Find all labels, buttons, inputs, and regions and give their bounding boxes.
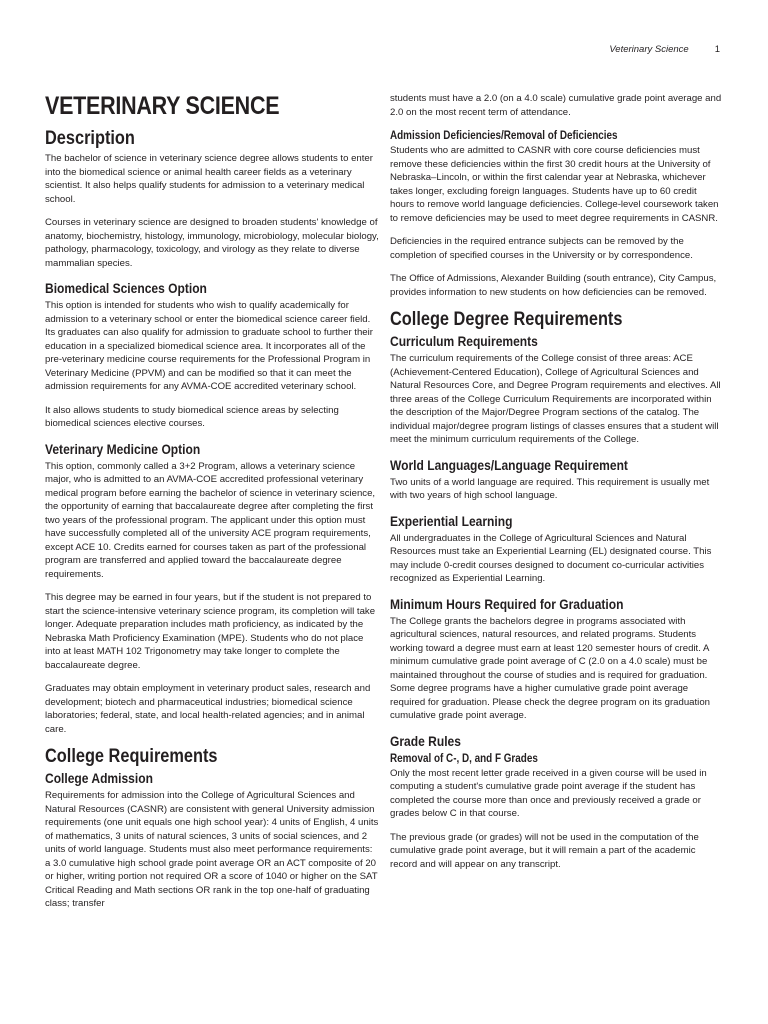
- admission-deficiencies-heading: Admission Deficiencies/Removal of Deficiencies: [390, 130, 618, 142]
- vetmed-option-heading: Veterinary Medicine Option: [45, 440, 201, 457]
- biomedical-paragraph: This option is intended for students who wish to qualify academically for admission to a veterinary school or enter the biomedical science career field. Its graduates can also qualify for admission to graduate school to further their education in a specialized biomedical science area. It incorporates all of the pre-veterinary medicine course requirements for the Professional Program in Veterinary Medicine (PPVM) and can be modified so that it can meet the admission requirements for any AVMA-COE accredited veterinary school.: [45, 300, 373, 392]
- removal-grades-paragraph: Only the most recent letter grade received in a given course will be used in computing a student's cumulative grade point average if the student has completed the course more than once and previously received a grade or grades below C in that course.: [390, 767, 707, 819]
- minimum-hours-heading: Minimum Hours Required for Graduation: [390, 595, 624, 612]
- deficiencies-paragraph: Deficiencies in the required entrance subjects can be removed by the completion of specified courses in the University or by correspondence.: [390, 236, 693, 261]
- biomedical-paragraph: It also allows students to study biomedical science areas by selecting biomedical sciences elective courses.: [45, 404, 339, 429]
- curriculum-requirements-heading: Curriculum Requirements: [390, 333, 538, 349]
- curriculum-paragraph: The curriculum requirements of the College consist of three areas: ACE (Achievement-Centered Education), College of Agricultural Sciences and Natural Resources Core, and Degree Program requirements and electives. All three areas of the College Curriculum Requirements are incorporated within the description of the Major/Degree Program sections of the catalog. The individual major/degree program listings of classes ensures that a student will meet the minimum curriculum requirements of the College.: [390, 353, 721, 445]
- description-paragraph: The bachelor of science in veterinary science degree allows students to enter into the biomedical science or animal health career fields as a veterinary scientist. It also helps qualify students for admission to a veterinary medical school.: [45, 153, 373, 205]
- continued-paragraph: students must have a 2.0 (on a 4.0 scale) cumulative grade point average and 2.0 on the most recent term of attendance.: [390, 93, 722, 118]
- removal-grades-heading: Removal of C-, D, and F Grades: [390, 752, 538, 765]
- college-admission-heading: College Admission: [45, 770, 153, 786]
- running-title: Veterinary Science: [609, 44, 689, 55]
- biomedical-option-heading: Biomedical Sciences Option: [45, 280, 207, 296]
- removal-grades-paragraph: The previous grade (or grades) will not be used in the computation of the cumulative grade point average, but it will remain a part of the academic record and will appear on any transcript.: [390, 831, 699, 870]
- college-requirements-heading: College Requirements: [45, 746, 218, 767]
- page-title: VETERINARY SCIENCE: [45, 92, 280, 120]
- running-header: [609, 44, 720, 55]
- world-languages-paragraph: Two units of a world language are required. This requirement is usually met with two years of high school language.: [390, 476, 710, 501]
- grade-rules-heading: Grade Rules: [390, 732, 461, 749]
- description-heading: Description: [45, 128, 135, 149]
- vetmed-paragraph: This degree may be earned in four years, but if the student is not prepared to start the science-intensive veterinary science program, its completion will take longer. Adequate preparation includes math proficiency, as indicated by the Nebraska Math Proficiency Examination (MPE). Students who do not place into at least MATH 102 Trigonometry may take longer to complete the baccalaureate degree.: [45, 592, 376, 671]
- description-paragraph: Courses in veterinary science are designed to broaden students' knowledge of anatomy, biochemistry, histology, immunology, microbiology, molecular biology, pathology, pharmacology, toxicology, and virology as they relate to diverse mammalian species.: [45, 217, 379, 269]
- college-admission-paragraph: Requirements for admission into the College of Agricultural Sciences and Natural Resources (CASNR) are consistent with general University admission requirements (one unit equals one high school year): 4 units of English, 4 units of mathematics, 3 units of natural sciences, 3 units of social sciences, and 2 units of world language. Students must also meet performance requirements: a 3.0 cumulative high school grade point average OR an ACT composite of 20 or higher, writing portion not required OR a score of 1040 or higher on the SAT Critical Reading and Math sections OR rank in the top one-half of graduating class; transfer: [45, 790, 379, 909]
- experiential-learning-paragraph: All undergraduates in the College of Agricultural Sciences and Natural Resources must take an Experiential Learning (EL) designated course. This may include 0-credit courses designed to document co-curricular activities recognized as Experiential Learning.: [390, 532, 712, 584]
- vetmed-paragraph: Graduates may obtain employment in veterinary product sales, research and development; biotech and pharmaceutical industries; biomedical science laboratories; federal, state, and local health-related agencies; and in animal care.: [45, 683, 371, 735]
- deficiencies-paragraph: Students who are admitted to CASNR with core course deficiencies must remove these deficiencies within the first 30 credit hours at the University of Nebraska–Lincoln, or within the first calendar year at Nebraska, whichever takes longer, excluding foreign languages. Students have up to 60 credit hours to remove world language deficiencies. College-level coursework taken to remove deficiencies may be used to meet degree requirements in CASNR.: [390, 145, 719, 224]
- minimum-hours-paragraph: The College grants the bachelors degree in programs associated with agricultural sciences, natural resources, and related programs. Students working toward a degree must earn at least 120 semester hours of credit. A minimum cumulative grade point average of C (2.0 on a 4.0 scale) must be maintained throughout the course of studies and is required for graduation. Some degree programs have a higher cumulative grade point average required for graduation. Please check the degree program on its graduation cumulative grade point average.: [390, 615, 710, 721]
- vetmed-paragraph: This option, commonly called a 3+2 Program, allows a veterinary science major, who is admitted to an AVMA-COE accredited professional veterinary medical program before earning the bachelor of science in veterinary science, the opportunity of earning that baccalaureate degree after completing the first two years of the professional program. The applicant under this option must have successfully completed all of the university ACE program requirements, except ACE 10. Credits earned for courses taken as part of the professional program are transferred and applied toward the baccalaureate degree requirements.: [45, 460, 376, 580]
- right-column: [390, 92, 722, 881]
- world-languages-heading: World Languages/Language Requirement: [390, 456, 628, 473]
- page-number: 1: [714, 44, 720, 55]
- experiential-learning-heading: Experiential Learning: [390, 512, 513, 529]
- college-degree-requirements-heading: College Degree Requirements: [390, 309, 623, 330]
- deficiencies-paragraph: The Office of Admissions, Alexander Building (south entrance), City Campus, provides information to new students on how deficiencies can be removed.: [390, 273, 717, 298]
- left-column: [45, 92, 379, 921]
